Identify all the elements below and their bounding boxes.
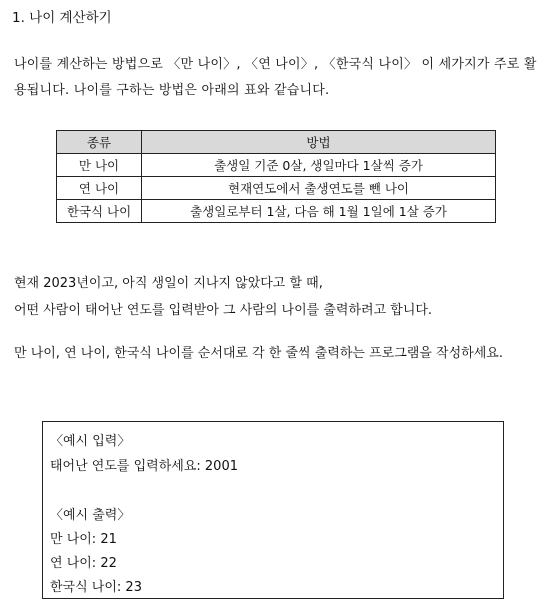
row-method: 출생일 기준 0살, 생일마다 1살씩 증가 [142,154,496,177]
row-method: 출생일로부터 1살, 다음 해 1월 1일에 1살 증가 [142,200,496,223]
problem-title: 1. 나이 계산하기 [12,10,112,26]
age-method-table [56,130,496,223]
row-type: 한국식 나이 [57,200,142,223]
condition-line-2: 어떤 사람이 태어난 연도를 입력받아 그 사람의 나이를 출력하려고 합니다. [14,303,433,318]
table-row [57,200,496,223]
intro-paragraph: 나이를 계산하는 방법으로 〈만 나이〉, 〈연 나이〉, 〈한국식 나이〉 이 세가지가 주로 활용됩니다. 나이를 구하는 방법은 아래의 표와 같습니다. [14,57,537,98]
example-input-line: 태어난 연도를 입력하세요: 2001 [50,459,238,474]
table-row [57,154,496,177]
table-header-row [57,131,496,154]
example-box [42,421,504,599]
row-type: 연 나이 [57,177,142,200]
row-type: 만 나이 [57,154,142,177]
example-output-line: 한국식 나이: 23 [50,580,142,595]
instruction-paragraph: 만 나이, 연 나이, 한국식 나이를 순서대로 각 한 줄씩 출력하는 프로그램을 작성하세요. [14,346,503,361]
example-output-header: 〈예시 출력〉 [50,508,131,523]
header-type: 종류 [57,131,142,154]
condition-line-1: 현재 2023년이고, 아직 생일이 지나지 않았다고 할 때, [14,276,323,291]
example-output-line: 만 나이: 21 [50,532,117,547]
example-input-header: 〈예시 입력〉 [50,434,131,449]
row-method: 현재연도에서 출생연도를 뺀 나이 [142,177,496,200]
table-row [57,177,496,200]
header-method: 방법 [142,131,496,154]
example-output-line: 연 나이: 22 [50,556,117,571]
